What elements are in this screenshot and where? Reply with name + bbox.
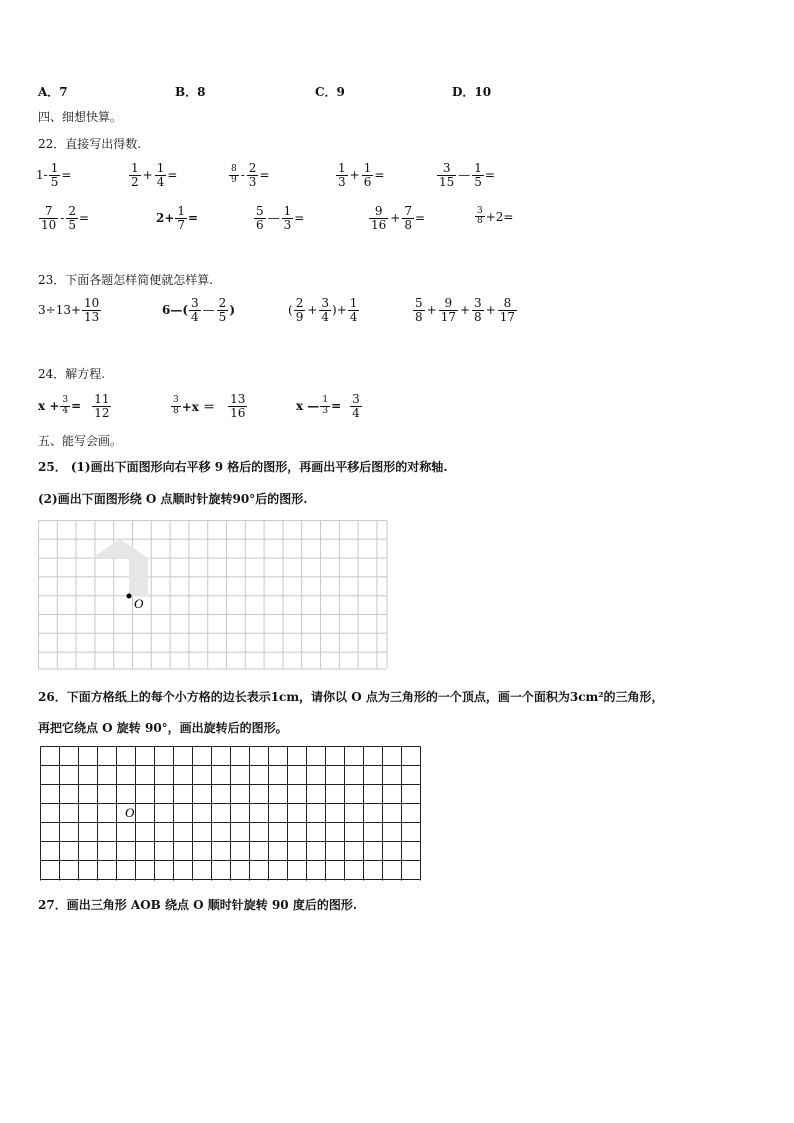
q24-equation-3: x — $\frac{1}{3}$ = $\frac{3}{4}$	[296, 392, 360, 420]
q23-title: 23．下面各题怎样简便就怎样算.	[38, 273, 214, 287]
choice-b: B．8	[175, 85, 206, 99]
q24-title: 24．解方程.	[38, 367, 106, 381]
q22-expr-10: $\frac{3}{8}$ +2=	[477, 206, 514, 227]
q25-arrow-shape	[129, 558, 148, 596]
q26-point-label: O	[125, 805, 135, 820]
q25-arrow-head	[92, 539, 148, 558]
q22-title: 22．直接写出得数.	[38, 137, 142, 151]
choice-c: C．9	[315, 85, 345, 99]
q25-grid	[38, 520, 388, 670]
q23-expr-2: 6—( $\frac{3}{4}$ — $\frac{2}{5}$ )	[162, 296, 235, 324]
q26-grid	[40, 746, 422, 882]
q22-expr-1: 1- $\frac{1}{5}$ =	[36, 161, 72, 189]
choice-a: A．7	[38, 85, 68, 99]
q24-equation-2: $\frac{3}{8}$ +x ＝ $\frac{13}{16}$	[173, 392, 246, 420]
q25-point-o	[127, 594, 132, 599]
q25-point-label: O	[134, 596, 144, 611]
q22-expr-3: $\frac{8}{9}$ - $\frac{2}{3}$ =	[231, 161, 270, 189]
q22-expr-2: $\frac{1}{2}$ + $\frac{1}{4}$ =	[131, 161, 178, 189]
q25-line-2: (2)画出下面图形绕 O 点顺时针旋转90°后的图形.	[38, 492, 308, 506]
q23-expr-1: 3÷13+ $\frac{10}{13}$	[38, 296, 100, 324]
q22-expr-7: 2+ $\frac{1}{7}$ =	[156, 204, 199, 232]
q24-equation-1: x + $\frac{3}{4}$ = $\frac{11}{12}$	[38, 392, 110, 420]
q27-line: 27．画出三角形 AOB 绕点 O 顺时针旋转 90 度后的图形.	[38, 898, 358, 912]
q23-expr-3: ( $\frac{2}{9}$ + $\frac{3}{4}$ )+ $\frac{1}{4}$	[288, 296, 358, 324]
q22-expr-9: $\frac{9}{16}$ + $\frac{7}{8}$ =	[371, 204, 426, 232]
section-four-heading: 四、细想快算。	[38, 110, 123, 124]
q22-expr-5: $\frac{3}{15}$ — $\frac{1}{5}$ =	[439, 161, 495, 189]
q26-line-2: 再把它绕点 O 旋转 90°，画出旋转后的图形。	[38, 721, 288, 735]
q25-line-1: 25． (1)画出下面图形向右平移 9 格后的图形，再画出平移后图形的对称轴.	[38, 460, 448, 474]
q22-expr-8: $\frac{5}{6}$ — $\frac{1}{3}$ =	[256, 204, 305, 232]
choice-d: D．10	[452, 85, 492, 99]
q22-expr-4: $\frac{1}{3}$ + $\frac{1}{6}$ =	[338, 161, 385, 189]
q23-expr-4: $\frac{5}{8}$ + $\frac{9}{17}$ + $\frac{3}{8}$ + $\frac{8}{17}$	[415, 296, 516, 324]
q26-line-1: 26．下面方格纸上的每个小方格的边长表示1cm，请你以 O 点为三角形的一个顶点，画一个面积为3cm²的三角形，	[38, 690, 664, 704]
section-five-heading: 五、能写会画。	[38, 434, 123, 448]
q22-expr-6: $\frac{7}{10}$ - $\frac{2}{5}$ =	[41, 204, 90, 232]
